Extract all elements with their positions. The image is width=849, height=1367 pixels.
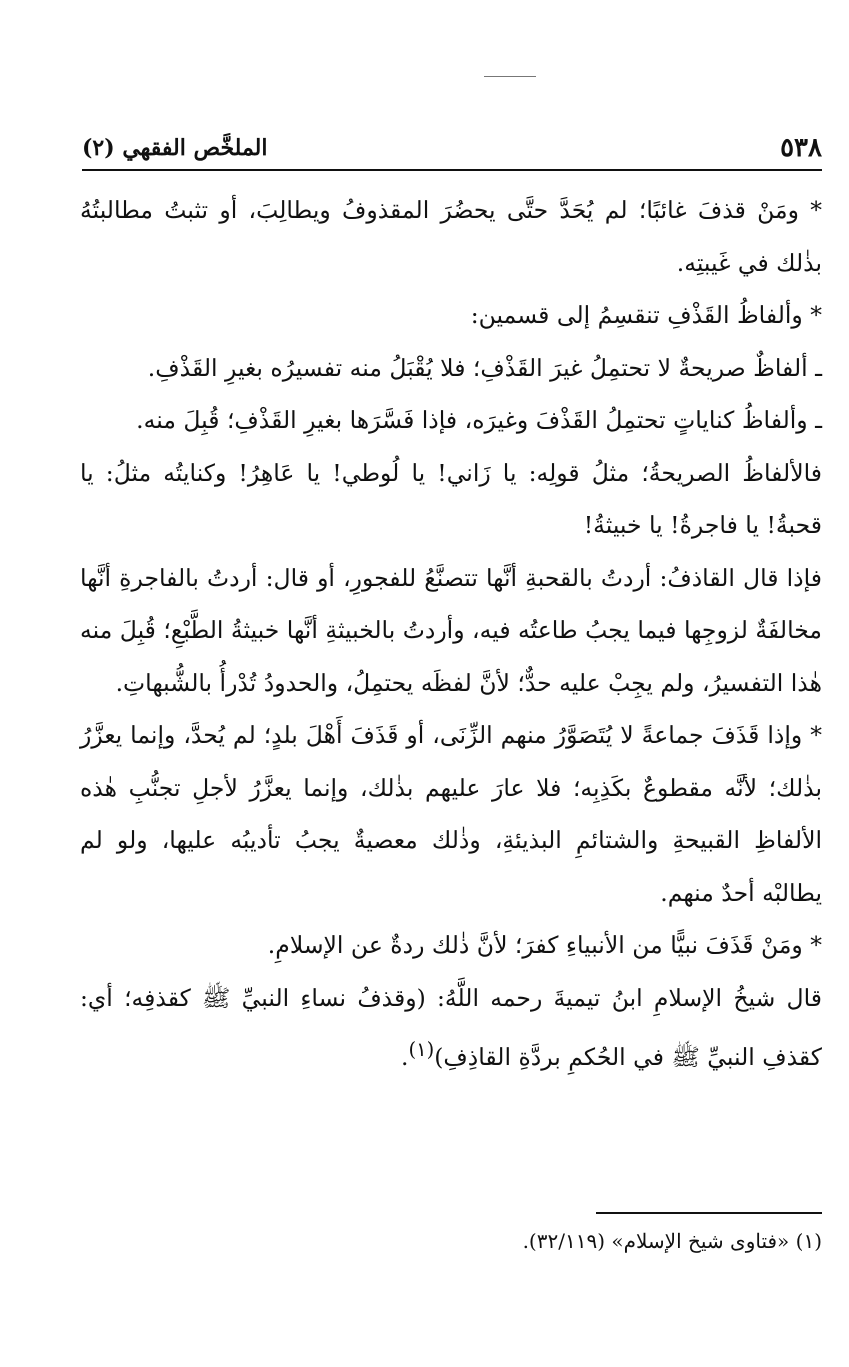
header-divider: [82, 169, 822, 171]
quote-text: قال شيخُ الإسلامِ ابنُ تيميةَ رحمه اللَّهُ: (وقذفُ نساءِ النبيِّ ﷺ كقذفِه؛ أي: كقذفِ النبيِّ ﷺ في الحُكمِ بردَّةِ القاذِفِ): [80, 983, 822, 1071]
paragraph: فإذا قال القاذفُ: أردتُ بالقحبةِ أنَّها تتصنَّعُ للفجورِ، أو قال: أردتُ بالفاجرةِ أنَّها مخالفَةٌ لزوجِها فيما يجبُ طاعتُه فيه، وأردتُ بالخبيثةِ أنَّها خبيثةُ الطَّبْعِ؛ قُبِلَ منه هٰذا التفسيرُ، ولم يجِبْ عليه حدٌّ؛ لأنَّ لفظَه يحتمِلُ، والحدودُ تُدْرأُ بالشُّبهاتِ.: [80, 563, 822, 697]
paragraph: * وألفاظُ القَذْفِ تنقسِمُ إلى قسمين:: [470, 301, 822, 329]
running-title: الملخَّص الفقهي (٢): [82, 135, 268, 161]
footnote: (١) «فتاوى شيخ الإسلام» (٣٢/١١٩).: [522, 1229, 822, 1253]
footnote-reference[interactable]: (١): [408, 1038, 435, 1061]
paragraph: * وإذا قَذَفَ جماعةً لا يُتَصَوَّرُ منهم الزِّنَى، أو قَذَفَ أَهْلَ بلدٍ؛ لم يُحدَّ، وإنما يعزَّرُ بذٰلك؛ لأنَّه مقطوعٌ بكَذِبِه؛ فلا عارَ عليهم بذٰلك، وإنما يعزَّرُ لأجلِ تجنُّبِ هٰذه الألفاظِ القبيحةِ والشتائمِ البذيئةِ، وذٰلك معصيةٌ يجبُ تأديبُه عليها، ولو لم يطالبْه أحدٌ منهم.: [80, 721, 822, 907]
paragraph: ـ ألفاظٌ صريحةٌ لا تحتمِلُ غيرَ القَذْفِ؛ فلا يُقْبَلُ منه تفسيرُه بغيرِ القَذْفِ.: [147, 353, 822, 382]
paragraph: ـ وألفاظُ كناياتٍ تحتمِلُ القَذْفَ وغيرَه، فإذا فَسَّرَها بغيرِ القَذْفِ؛ قُبِلَ منه.: [136, 406, 822, 434]
top-decorative-rule: [484, 76, 536, 77]
paragraph: * ومَنْ قَذَفَ نبيًّا من الأنبياءِ كفرَ؛ لأنَّ ذٰلك ردةٌ عن الإسلامِ.: [267, 931, 822, 959]
quote-paragraph: قال شيخُ الإسلامِ ابنُ تيميةَ رحمه اللَّهُ: (وقذفُ نساءِ النبيِّ ﷺ كقذفِه؛ أي: كقذفِ النبيِّ ﷺ في الحُكمِ بردَّةِ القاذِفِ)$^{(١)}$.: [80, 983, 822, 1071]
page-number: ٥٣٨: [780, 133, 822, 163]
page-header: [82, 128, 822, 168]
main-text: [80, 184, 822, 1083]
paragraph: فالألفاظُ الصريحةُ؛ مثلُ قولِه: يا زَاني! يا لُوطي! يا عَاهِرُ! وكنايتُه مثلُ: يا قحبةُ! يا فاجرةُ! يا خبيثةُ!: [80, 458, 822, 539]
paragraph: * ومَنْ قذفَ غائبًا؛ لم يُحَدَّ حتَّى يحضُرَ المقذوفُ ويطالِبَ، أو تثبتُ مطالبتُهُ بذٰلك في غَيبتِه.: [80, 196, 822, 277]
footnote-divider: [596, 1212, 822, 1214]
